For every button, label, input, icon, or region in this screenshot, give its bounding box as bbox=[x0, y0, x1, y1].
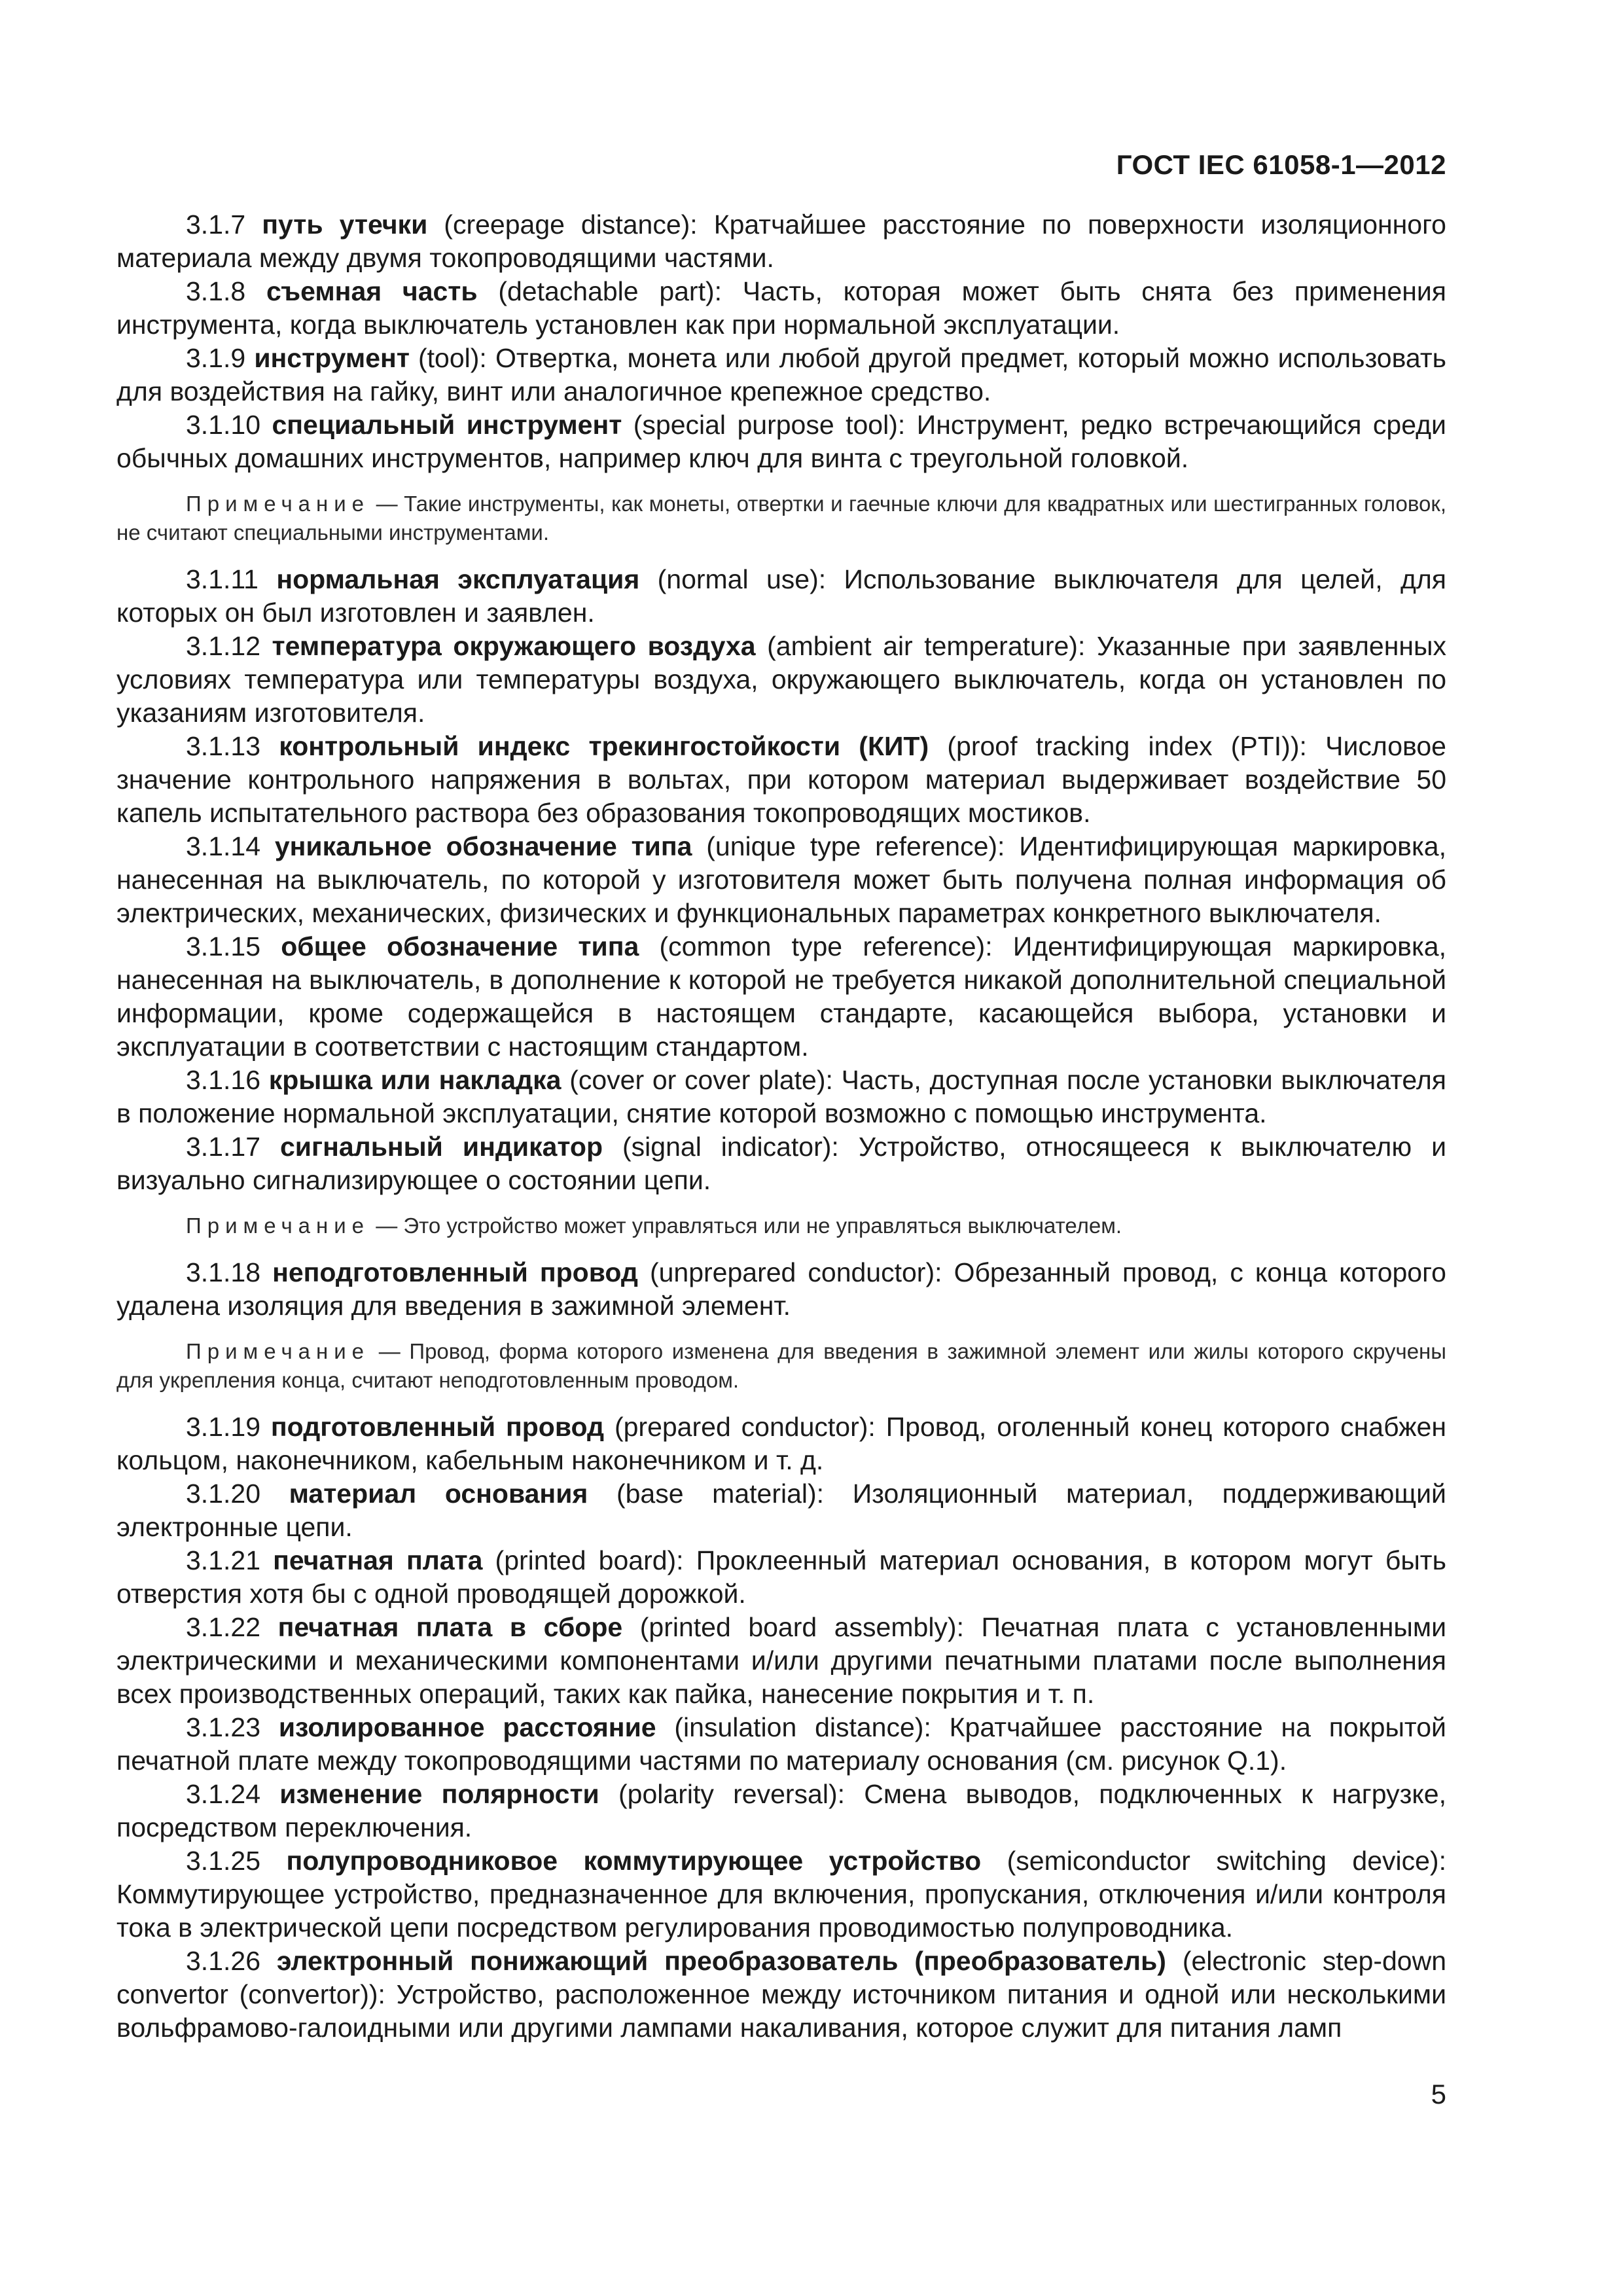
entry-english-term: (insulation distance): bbox=[674, 1712, 931, 1742]
entry-definition: Отвертка, монета или любой другой предмет, который можно использовать для воздействия на гайку, винт или аналогичное крепежное средство. bbox=[116, 343, 1446, 406]
entry-definition: Устройство, расположенное между источником питания и одной или несколькими вольфрамово-галоидными или другими лампами накаливания, которое служит для питания ламп bbox=[116, 1979, 1446, 2043]
entry-number: 3.1.15 bbox=[186, 931, 260, 961]
entry-term: съемная часть bbox=[266, 276, 478, 306]
definition-entry bbox=[116, 1064, 1446, 1130]
note-label: Примечание bbox=[186, 1339, 370, 1363]
entry-term: общее обозначение типа bbox=[281, 931, 639, 961]
entry-english-term: (detachable part): bbox=[498, 276, 722, 306]
definition-entry bbox=[116, 1410, 1446, 1477]
definition-entry bbox=[116, 208, 1446, 275]
entry-term: печатная плата bbox=[273, 1545, 483, 1575]
definition-entry bbox=[116, 342, 1446, 408]
definition-entry bbox=[116, 830, 1446, 930]
page-number: 5 bbox=[1431, 2079, 1446, 2109]
entry-definition: Числовое значение контрольного напряжения в вольтах, при котором материал выдерживает воздействие 50 капель испытательного раствора без образования токопроводящих мостиков. bbox=[116, 731, 1446, 828]
entry-term: нормальная эксплуатация bbox=[276, 564, 640, 594]
entry-number: 3.1.10 bbox=[186, 410, 260, 440]
entry-definition: Смена выводов, подключенных к нагрузке, посредством переключения. bbox=[116, 1779, 1446, 1842]
entry-english-term: (special purpose tool): bbox=[633, 410, 906, 440]
note-2 bbox=[116, 1211, 1446, 1240]
definition-entry bbox=[116, 1945, 1446, 2045]
entry-definition: Кратчайшее расстояние на покрытой печатной плате между токопроводящими частями по материалу основания (см. рисунок Q.1). bbox=[116, 1712, 1446, 1776]
entry-english-term: (semiconductor switching device): bbox=[1007, 1846, 1446, 1876]
entry-definition: Коммутирующее устройство, предназначенное для включения, пропускания, отключения и/или контроля тока в электрической цепи посредством регулирования проводимостью полупроводника. bbox=[116, 1879, 1446, 1943]
entry-english-term: (proof tracking index (PTI)): bbox=[947, 731, 1307, 761]
entry-number: 3.1.16 bbox=[186, 1065, 260, 1095]
definition-entry bbox=[116, 563, 1446, 630]
entry-number: 3.1.11 bbox=[186, 564, 259, 594]
definition-entry bbox=[116, 630, 1446, 730]
entry-number: 3.1.12 bbox=[186, 631, 260, 661]
entry-number: 3.1.25 bbox=[186, 1846, 260, 1876]
entry-definition: Кратчайшее расстояние по поверхности изоляционного материала между двумя токопроводящими частями. bbox=[116, 209, 1446, 273]
entry-number: 3.1.18 bbox=[186, 1257, 260, 1287]
entry-english-term: (printed board): bbox=[495, 1545, 684, 1575]
definition-entry bbox=[116, 1544, 1446, 1611]
entry-number: 3.1.24 bbox=[186, 1779, 260, 1809]
entry-number: 3.1.13 bbox=[186, 731, 260, 761]
entry-term: изменение полярности bbox=[279, 1779, 599, 1809]
entry-term: изолированное расстояние bbox=[278, 1712, 656, 1742]
entry-definition: Печатная плата с установленными электрическими и механическими компонентами и/или другими печатными платами после выполнения всех производственных операций, таких как пайка, нанесение покрытия и т. п. bbox=[116, 1612, 1446, 1709]
entry-english-term: (cover or cover plate): bbox=[569, 1065, 833, 1095]
entry-english-term: (signal indicator): bbox=[622, 1132, 839, 1162]
definition-entry bbox=[116, 1778, 1446, 1844]
note-label: Примечание bbox=[186, 1213, 370, 1238]
entry-english-term: (base material): bbox=[616, 1479, 825, 1509]
entry-term: крышка или накладка bbox=[268, 1065, 562, 1095]
entry-term: контрольный индекс трекингостойкости (КИТ) bbox=[279, 731, 929, 761]
definition-entry bbox=[116, 1711, 1446, 1778]
entry-definition: Провод, оголенный конец которого снабжен кольцом, наконечником, кабельным наконечником и т. д. bbox=[116, 1412, 1446, 1475]
entry-number: 3.1.20 bbox=[186, 1479, 260, 1509]
document-body bbox=[116, 208, 1446, 2045]
entry-term: электронный понижающий преобразователь (преобразователь) bbox=[276, 1946, 1166, 1976]
entry-term: уникальное обозначение типа bbox=[274, 831, 692, 861]
definition-entry bbox=[116, 408, 1446, 475]
entry-definition: Идентифицирующая маркировка, нанесенная на выключатель, по которой у изготовителя может быть получена полная информация об электрических, механических, физических и функциональных параметрах конкретного выключателя. bbox=[116, 831, 1446, 928]
entry-english-term: (printed board assembly): bbox=[639, 1612, 964, 1642]
entry-term: полупроводниковое коммутирующее устройство bbox=[286, 1846, 982, 1876]
note-3 bbox=[116, 1337, 1446, 1395]
entry-term: сигнальный индикатор bbox=[280, 1132, 603, 1162]
entry-english-term: (prepared conductor): bbox=[614, 1412, 876, 1442]
entry-number: 3.1.19 bbox=[186, 1412, 260, 1442]
entry-definition: Инструмент, редко встречающийся среди обычных домашних инструментов, например ключ для винта с треугольной головкой. bbox=[116, 410, 1446, 473]
entry-definition: Использование выключателя для целей, для которых он был изготовлен и заявлен. bbox=[116, 564, 1446, 628]
entry-english-term: (unique type reference): bbox=[706, 831, 1005, 861]
entry-english-term: (normal use): bbox=[657, 564, 827, 594]
definition-entry bbox=[116, 1477, 1446, 1544]
entry-definition: Часть, которая может быть снята без применения инструмента, когда выключатель установлен как при нормальной эксплуатации. bbox=[116, 276, 1446, 340]
entry-number: 3.1.14 bbox=[186, 831, 260, 861]
entry-definition: Идентифицирующая маркировка, нанесенная на выключатель, в дополнение к которой не требуется никакой дополнительной специальной информации, кроме содержащейся в настоящем стандарте, касающейся выбора, установки и эксплуатации в соответствии с настоящим стандартом. bbox=[116, 931, 1446, 1062]
definition-entry bbox=[116, 930, 1446, 1064]
entry-english-term: (polarity reversal): bbox=[618, 1779, 845, 1809]
entry-definition: Проклеенный материал основания, в котором могут быть отверстия хотя бы с одной проводящей дорожкой. bbox=[116, 1545, 1446, 1609]
entry-definition: Часть, доступная после установки выключателя в положение нормальной эксплуатации, снятие которой возможно с помощью инструмента. bbox=[116, 1065, 1446, 1128]
entry-term: подготовленный провод bbox=[270, 1412, 605, 1442]
note-1 bbox=[116, 490, 1446, 547]
entry-term: материал основания bbox=[289, 1479, 588, 1509]
note-label: Примечание bbox=[186, 492, 370, 516]
entry-number: 3.1.17 bbox=[186, 1132, 260, 1162]
entry-number: 3.1.23 bbox=[186, 1712, 260, 1742]
entry-english-term: (tool): bbox=[418, 343, 487, 373]
entry-definition: Изоляционный материал, поддерживающий электронные цепи. bbox=[116, 1479, 1446, 1542]
entry-english-term: (unprepared conductor): bbox=[649, 1257, 942, 1287]
definition-entry bbox=[116, 1256, 1446, 1323]
entry-term: печатная плата в сборе bbox=[277, 1612, 623, 1642]
entry-english-term: (ambient air temperature): bbox=[767, 631, 1086, 661]
entry-definition: Указанные при заявленных условиях температура или температуры воздуха, окружающего выключатель, когда он установлен по указаниям изготовителя. bbox=[116, 631, 1446, 728]
note-text: — Это устройство может управляться или не управляться выключателем. bbox=[376, 1213, 1122, 1238]
definition-entry bbox=[116, 730, 1446, 830]
entry-term: температура окружающего воздуха bbox=[272, 631, 756, 661]
entry-english-term: (electronic step-down convertor (convertor)): bbox=[116, 1946, 1446, 2009]
definition-entry bbox=[116, 275, 1446, 342]
entry-term: специальный инструмент bbox=[272, 410, 622, 440]
entry-number: 3.1.21 bbox=[186, 1545, 260, 1575]
entry-number: 3.1.7 bbox=[186, 209, 246, 240]
entry-term: инструмент bbox=[254, 343, 410, 373]
entry-definition: Обрезанный провод, с конца которого удалена изоляция для введения в зажимной элемент. bbox=[116, 1257, 1446, 1321]
entry-english-term: (creepage distance): bbox=[444, 209, 698, 240]
entry-definition: Устройство, относящееся к выключателю и визуально сигнализирующее о состоянии цепи. bbox=[116, 1132, 1446, 1195]
standard-header: ГОСТ IEC 61058-1—2012 bbox=[1116, 149, 1446, 180]
entry-term: путь утечки bbox=[262, 209, 428, 240]
definition-entry bbox=[116, 1130, 1446, 1197]
entry-term: неподготовленный провод bbox=[272, 1257, 638, 1287]
definition-entry bbox=[116, 1611, 1446, 1711]
note-text: — Провод, форма которого изменена для введения в зажимной элемент или жилы которого скручены для укрепления конца, считают неподготовленным проводом. bbox=[116, 1339, 1447, 1392]
note-text: — Такие инструменты, как монеты, отвертки и гаечные ключи для квадратных или шестигранных головок, не считают специальными инструментами. bbox=[116, 492, 1446, 545]
entry-number: 3.1.8 bbox=[186, 276, 246, 306]
entry-number: 3.1.9 bbox=[186, 343, 246, 373]
definition-entry bbox=[116, 1844, 1446, 1945]
entry-number: 3.1.22 bbox=[186, 1612, 260, 1642]
entry-number: 3.1.26 bbox=[186, 1946, 260, 1976]
entry-english-term: (common type reference): bbox=[659, 931, 993, 961]
